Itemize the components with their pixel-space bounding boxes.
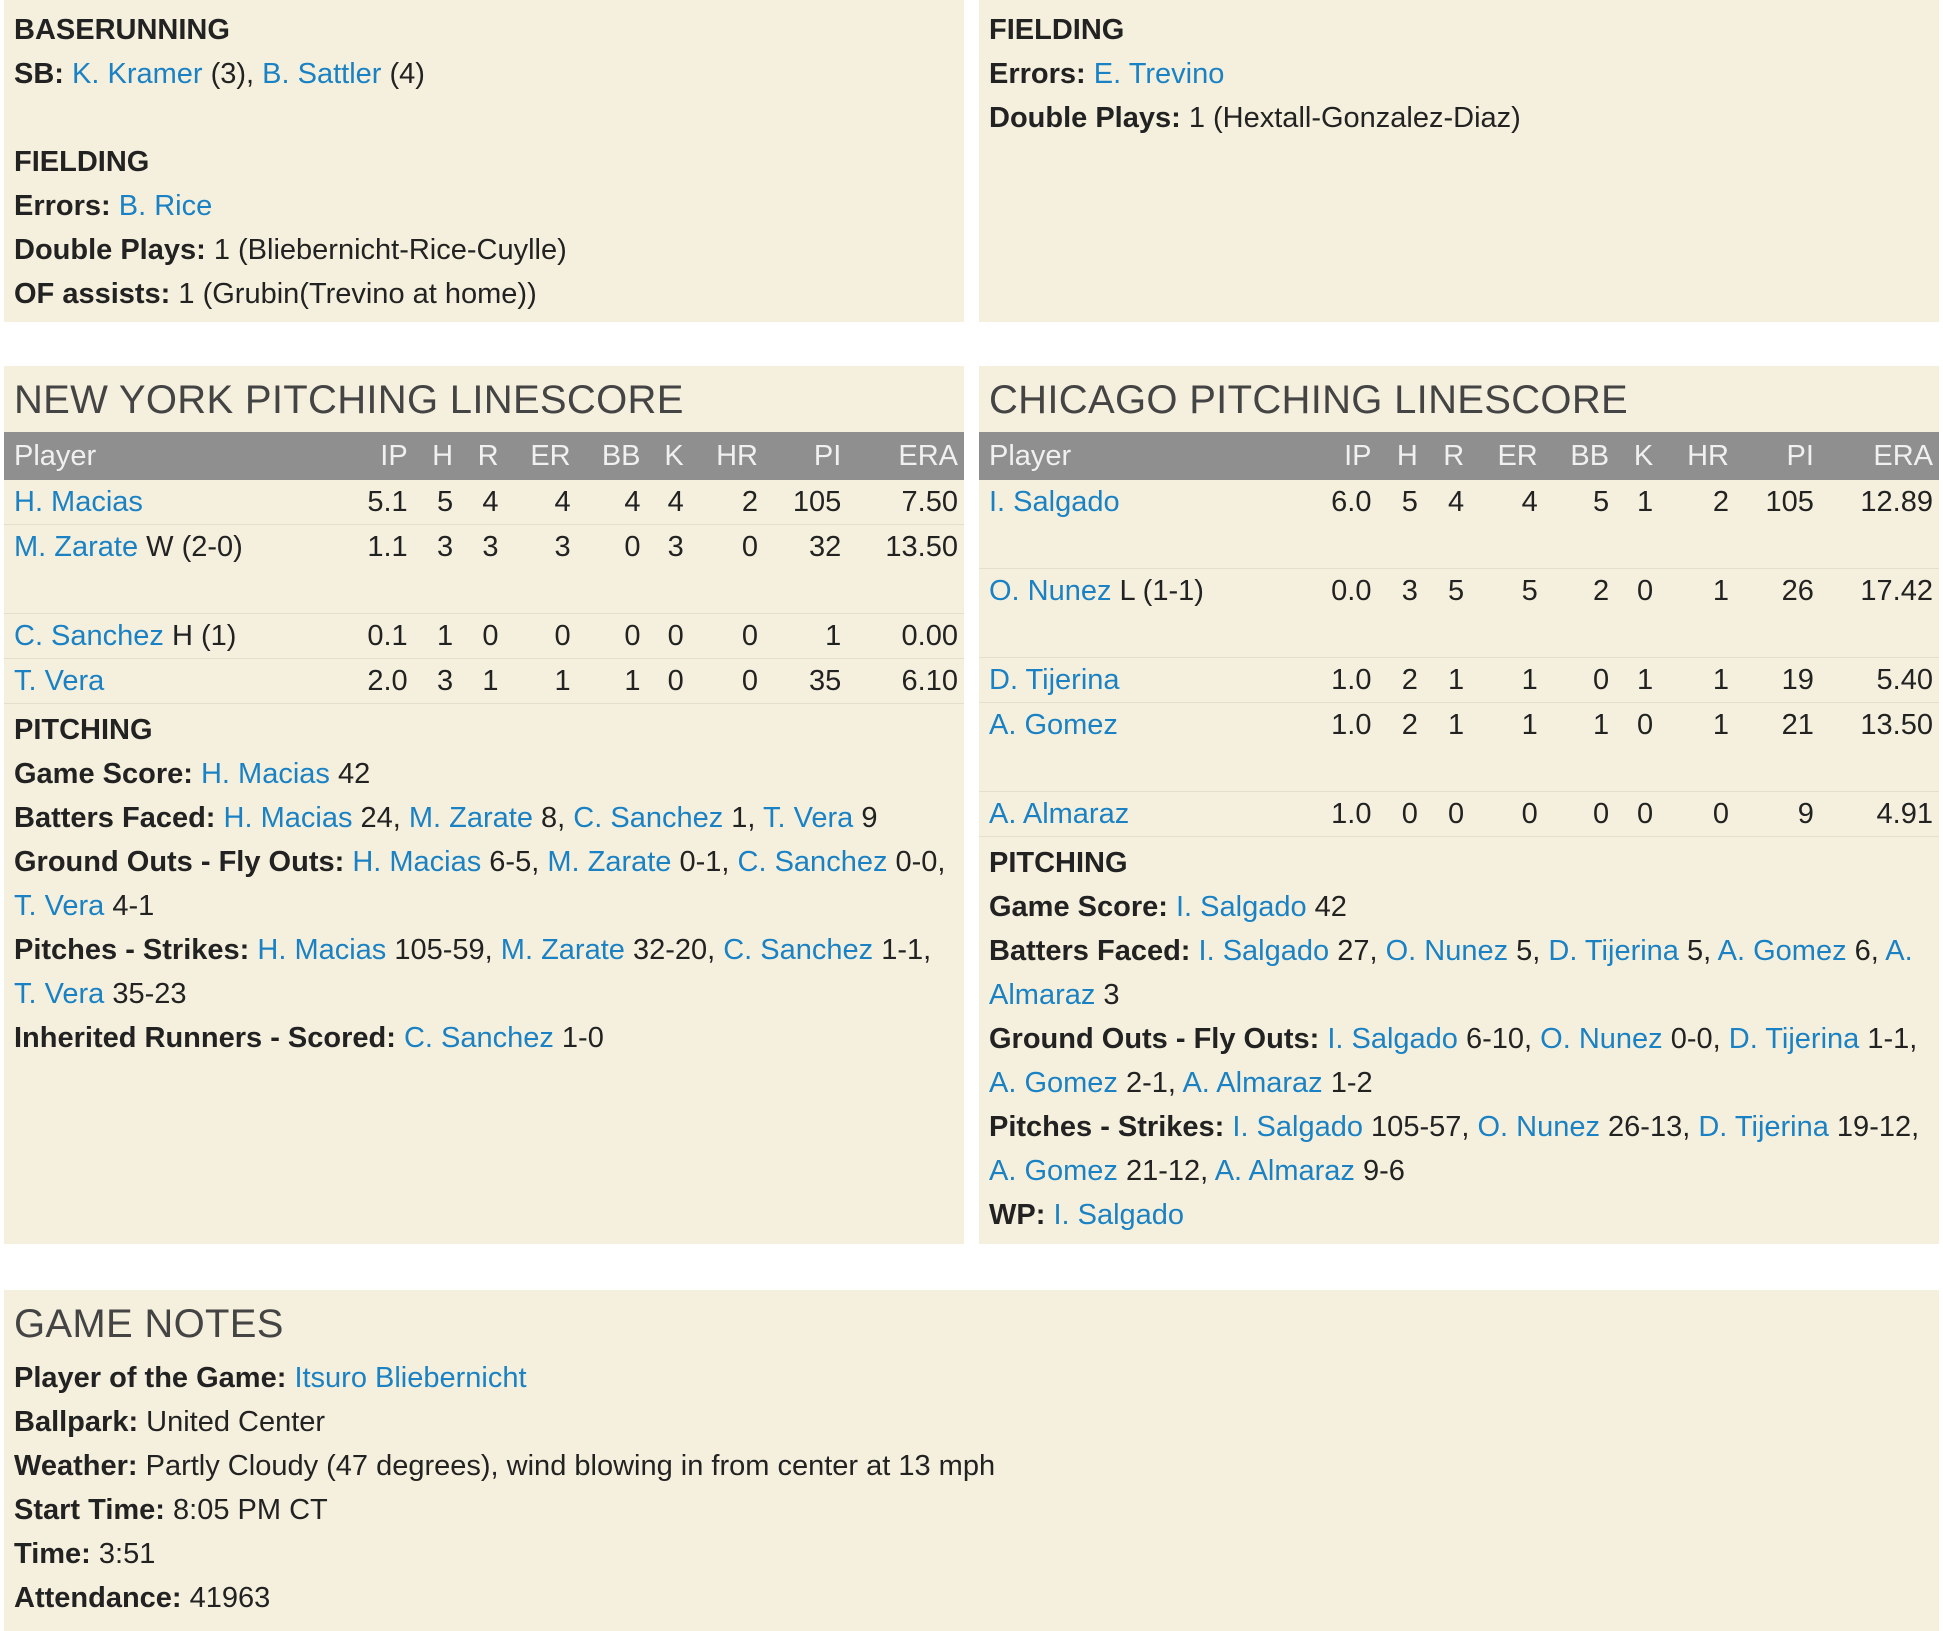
inherited-runners-value: 1-0: [553, 1022, 604, 1054]
stat-cell-pi: 19: [1735, 658, 1820, 703]
start-time-line: [14, 1488, 1929, 1532]
batters-faced-line: [989, 929, 1929, 1017]
ny-pitching-table: [4, 432, 964, 704]
stat-cell-r: 1: [459, 659, 504, 704]
pitcher-row: [4, 525, 964, 614]
pitcher-decision: L (1-1): [1111, 575, 1204, 607]
pitcher-row: [979, 658, 1939, 703]
stat-cell-bb: 5: [1544, 480, 1615, 569]
stat-cell-bb: 1: [577, 659, 647, 704]
column-header-player[interactable]: Player: [4, 432, 342, 480]
column-header-r[interactable]: R: [1424, 432, 1470, 480]
ny-pitching-title: NEW YORK PITCHING LINESCORE: [14, 378, 684, 422]
stat-cell-ip: 0.0: [1304, 569, 1378, 658]
stat-cell-ip: 1.0: [1304, 658, 1378, 703]
pitcher-stat-value: 1,: [723, 802, 763, 834]
stat-cell-bb: 0: [1544, 658, 1615, 703]
sb-label: SB:: [14, 58, 64, 90]
stat-cell-k: 0: [647, 614, 690, 659]
pitcher-stat-value: 1-1,: [1859, 1023, 1918, 1055]
stat-cell-k: 4: [647, 480, 690, 525]
stat-cell-k: 1: [1615, 658, 1659, 703]
ground-fly-outs-label: Ground Outs - Fly Outs:: [989, 1023, 1320, 1055]
stat-cell-ip: 1.0: [1304, 792, 1378, 837]
stat-cell-ip: 1.1: [342, 525, 414, 614]
sb-player-link[interactable]: B. Sattler: [262, 58, 382, 90]
pitcher-name-link[interactable]: A. Almaraz: [989, 935, 1913, 1011]
stat-cell-era: 6.10: [847, 659, 964, 704]
stat-cell-er: 5: [1470, 569, 1544, 658]
pitcher-name-link[interactable]: D. Tijerina: [1698, 1111, 1829, 1143]
stat-cell-bb: 1: [1544, 703, 1615, 792]
pitcher-stat-value: 0-0,: [1662, 1023, 1729, 1055]
stat-cell-h: 2: [1377, 658, 1423, 703]
pitcher-name-link[interactable]: H. Macias: [352, 846, 482, 878]
pitcher-name-link[interactable]: H. Macias: [257, 934, 387, 966]
pitcher-name-link[interactable]: A. Almaraz: [1182, 1067, 1323, 1099]
pitcher-cell: [4, 614, 342, 659]
double-plays-line: [14, 228, 954, 272]
weather-line: [14, 1444, 1929, 1488]
sb-count: (4): [381, 58, 425, 90]
of-value: 1 (Grubin(Trevino at home)): [170, 278, 537, 310]
fielding-panel-right: [979, 0, 1939, 322]
pitcher-name-link[interactable]: M. Zarate: [500, 934, 625, 966]
game-score-player-link[interactable]: H. Macias: [200, 758, 330, 790]
baserunning-fielding-panel-left: [4, 0, 964, 322]
pitcher-name-link[interactable]: A. Almaraz: [989, 798, 1130, 830]
pitcher-cell: [4, 525, 342, 614]
attendance-label: Attendance:: [14, 1582, 182, 1614]
column-header-k[interactable]: K: [1615, 432, 1659, 480]
pitcher-stat-value: 26-13,: [1599, 1111, 1699, 1143]
column-header-k[interactable]: K: [647, 432, 690, 480]
stat-cell-pi: 32: [764, 525, 847, 614]
game-score-label: Game Score:: [14, 758, 193, 790]
game-score-line: [14, 752, 954, 796]
errors-label: Errors:: [989, 58, 1086, 90]
stat-cell-er: 1: [1470, 658, 1544, 703]
baserunning-title: BASERUNNING: [14, 14, 230, 46]
game-score-player-link[interactable]: I. Salgado: [1175, 891, 1307, 923]
pitcher-name-link[interactable]: C. Sanchez: [573, 802, 724, 834]
pitcher-stat-value: 2-1,: [1117, 1067, 1183, 1099]
stat-cell-k: 0: [647, 659, 690, 704]
stat-cell-r: 0: [459, 614, 504, 659]
stat-cell-r: 4: [1424, 480, 1470, 569]
pitcher-name-link[interactable]: C. Sanchez: [737, 846, 888, 878]
start-time-label: Start Time:: [14, 1494, 165, 1526]
pitcher-name-link[interactable]: T. Vera: [14, 665, 105, 697]
errors-player-link[interactable]: E. Trevino: [1093, 58, 1225, 90]
pitcher-row: [4, 614, 964, 659]
stat-cell-pi: 35: [764, 659, 847, 704]
table-header-row: [4, 432, 964, 480]
pitcher-cell: [979, 480, 1304, 569]
stat-cell-pi: 26: [1735, 569, 1820, 658]
stat-cell-hr: 2: [1659, 480, 1735, 569]
pitcher-row: [4, 659, 964, 704]
pitcher-stat-value: 9: [853, 802, 878, 834]
batters-faced-label: Batters Faced:: [14, 802, 216, 834]
stat-cell-bb: 0: [1544, 792, 1615, 837]
pitcher-name-link[interactable]: I. Salgado: [1232, 1111, 1363, 1143]
pitching-title: PITCHING: [14, 714, 153, 746]
stat-cell-pi: 1: [764, 614, 847, 659]
column-header-er[interactable]: ER: [1470, 432, 1544, 480]
batters-faced-line: [14, 796, 954, 840]
errors-line: [989, 52, 1929, 96]
stat-cell-h: 2: [1377, 703, 1423, 792]
pitcher-name-link[interactable]: A. Gomez: [989, 709, 1118, 741]
stat-cell-er: 3: [505, 525, 577, 614]
chi-pitching-panel: [979, 366, 1939, 1244]
pitcher-row: [979, 569, 1939, 658]
pitcher-stat-value: 5,: [1678, 935, 1718, 967]
stat-cell-pi: 21: [1735, 703, 1820, 792]
stat-cell-hr: 1: [1659, 569, 1735, 658]
pitcher-name-link[interactable]: A. Gomez: [989, 1067, 1118, 1099]
pitcher-row: [979, 792, 1939, 837]
column-header-era[interactable]: ERA: [1820, 432, 1939, 480]
stat-cell-era: 13.50: [1820, 703, 1939, 792]
game-time-label: Time:: [14, 1538, 91, 1570]
pitcher-stat-value: 0-1,: [671, 846, 738, 878]
pitcher-stat-value: 5,: [1508, 935, 1549, 967]
pitcher-stat-value: 9-6: [1354, 1155, 1405, 1187]
column-header-h[interactable]: H: [1377, 432, 1423, 480]
pitcher-stat-value: 105-57,: [1363, 1111, 1478, 1143]
potg-label: Player of the Game:: [14, 1362, 287, 1394]
stat-cell-hr: 0: [690, 525, 764, 614]
stat-cell-h: 3: [414, 525, 459, 614]
column-header-pi[interactable]: PI: [1735, 432, 1820, 480]
pitcher-name-link[interactable]: O. Nunez: [989, 575, 1112, 607]
batters-faced-label: Batters Faced:: [989, 935, 1191, 967]
stat-cell-h: 5: [1377, 480, 1423, 569]
weather-value: Partly Cloudy (47 degrees), wind blowing in from center at 13 mph: [137, 1450, 996, 1482]
ballpark-label: Ballpark:: [14, 1406, 139, 1438]
stat-cell-k: 0: [1615, 703, 1659, 792]
column-header-ip[interactable]: IP: [342, 432, 414, 480]
game-time-line: [14, 1532, 1929, 1576]
stat-cell-era: 4.91: [1820, 792, 1939, 837]
pitcher-name-link[interactable]: H. Macias: [223, 802, 353, 834]
stat-cell-ip: 1.0: [1304, 703, 1378, 792]
pitcher-name-link[interactable]: M. Zarate: [408, 802, 533, 834]
pitcher-name-link[interactable]: T. Vera: [763, 802, 854, 834]
pitcher-stat-value: 19-12,: [1828, 1111, 1920, 1143]
pitcher-name-link[interactable]: T. Vera: [14, 890, 105, 922]
stat-cell-bb: 2: [1544, 569, 1615, 658]
stat-cell-pi: 105: [764, 480, 847, 525]
pitcher-name-link[interactable]: I. Salgado: [1198, 935, 1330, 967]
column-header-h[interactable]: H: [414, 432, 459, 480]
stat-cell-bb: 4: [577, 480, 647, 525]
pitcher-stat-value: 8,: [532, 802, 574, 834]
start-time-value: 8:05 PM CT: [164, 1494, 328, 1526]
stat-cell-era: 0.00: [847, 614, 964, 659]
column-header-era[interactable]: ERA: [847, 432, 964, 480]
pitches-strikes-label: Pitches - Strikes:: [989, 1111, 1225, 1143]
stat-cell-er: 0: [1470, 792, 1544, 837]
pitcher-cell: [4, 659, 342, 704]
stat-cell-pi: 105: [1735, 480, 1820, 569]
pitcher-stat-value: 0-0,: [887, 846, 946, 878]
wild-pitch-line: [989, 1193, 1929, 1237]
stat-cell-ip: 5.1: [342, 480, 414, 525]
stat-cell-k: 0: [1615, 792, 1659, 837]
stat-cell-h: 5: [414, 480, 459, 525]
stat-cell-pi: 9: [1735, 792, 1820, 837]
fielding-title: FIELDING: [989, 14, 1125, 46]
pitcher-stat-value: 21-12,: [1117, 1155, 1215, 1187]
stat-cell-era: 7.50: [847, 480, 964, 525]
dp-value: 1 (Hextall-Gonzalez-Diaz): [1180, 102, 1521, 134]
stat-cell-ip: 2.0: [342, 659, 414, 704]
pitcher-row: [4, 480, 964, 525]
stat-cell-bb: 0: [577, 525, 647, 614]
game-score-value: 42: [329, 758, 371, 790]
stat-cell-bb: 0: [577, 614, 647, 659]
pitcher-name-link[interactable]: H. Macias: [14, 486, 143, 518]
stat-cell-r: 0: [1424, 792, 1470, 837]
pitcher-stat-value: 6-10,: [1457, 1023, 1541, 1055]
pitcher-name-link[interactable]: O. Nunez: [1540, 1023, 1663, 1055]
dp-label: Double Plays:: [989, 102, 1181, 134]
pitcher-decision: H (1): [163, 620, 237, 652]
column-header-r[interactable]: R: [459, 432, 504, 480]
column-header-ip[interactable]: IP: [1304, 432, 1378, 480]
pitches-strikes-line: [14, 928, 954, 1016]
pitcher-stat-value: 3: [1095, 979, 1120, 1011]
stat-cell-er: 1: [505, 659, 577, 704]
pitcher-stat-value: 27,: [1329, 935, 1386, 967]
stat-cell-r: 4: [459, 480, 504, 525]
wp-player-link[interactable]: I. Salgado: [1053, 1199, 1185, 1231]
pitcher-stat-value: 35-23: [104, 978, 187, 1010]
column-header-hr[interactable]: HR: [1659, 432, 1735, 480]
pitcher-name-link[interactable]: I. Salgado: [1327, 1023, 1458, 1055]
table-header-row: [979, 432, 1939, 480]
game-notes-title: GAME NOTES: [14, 1302, 284, 1346]
stat-cell-era: 5.40: [1820, 658, 1939, 703]
pitcher-name-link[interactable]: M. Zarate: [547, 846, 672, 878]
pitcher-name-link[interactable]: T. Vera: [14, 978, 105, 1010]
stat-cell-k: 3: [647, 525, 690, 614]
game-score-label: Game Score:: [989, 891, 1168, 923]
inherited-runners-line: [14, 1016, 954, 1060]
pitcher-name-link[interactable]: A. Almaraz: [1214, 1155, 1355, 1187]
fielding-title: FIELDING: [14, 146, 150, 178]
column-header-hr[interactable]: HR: [690, 432, 764, 480]
pitcher-stat-value: 1-1,: [873, 934, 932, 966]
double-plays-line: [989, 96, 1929, 140]
column-header-er[interactable]: ER: [505, 432, 577, 480]
chi-pitching-table: [979, 432, 1939, 837]
pitcher-name-link[interactable]: M. Zarate: [14, 531, 139, 563]
stat-cell-k: 0: [1615, 569, 1659, 658]
inherited-runners-player-link[interactable]: C. Sanchez: [403, 1022, 554, 1054]
pitcher-name-link[interactable]: D. Tijerina: [1728, 1023, 1860, 1055]
game-time-value: 3:51: [90, 1538, 156, 1570]
pitcher-cell: [979, 658, 1304, 703]
pitcher-stat-value: 6-5,: [481, 846, 548, 878]
pitcher-row: [979, 480, 1939, 569]
pitcher-name-link[interactable]: I. Salgado: [989, 486, 1120, 518]
pitcher-cell: [979, 703, 1304, 792]
pitcher-stat-value: 32-20,: [624, 934, 724, 966]
errors-line: [14, 184, 954, 228]
stat-cell-h: 0: [1377, 792, 1423, 837]
column-header-bb[interactable]: BB: [577, 432, 647, 480]
pitcher-cell: [979, 569, 1304, 658]
chi-pitching-title: CHICAGO PITCHING LINESCORE: [989, 378, 1628, 422]
stat-cell-hr: 1: [1659, 703, 1735, 792]
dp-label: Double Plays:: [14, 234, 206, 266]
of-assists-line: [14, 272, 954, 316]
stat-cell-ip: 0.1: [342, 614, 414, 659]
stat-cell-h: 3: [1377, 569, 1423, 658]
stat-cell-hr: 2: [690, 480, 764, 525]
column-header-bb[interactable]: BB: [1544, 432, 1615, 480]
of-label: OF assists:: [14, 278, 171, 310]
ground-fly-outs-line: [14, 840, 954, 928]
pitcher-stat-value: 24,: [352, 802, 409, 834]
game-score-line: [989, 885, 1929, 929]
attendance-value: 41963: [181, 1582, 271, 1614]
stolen-bases-line: [14, 52, 954, 96]
dp-value: 1 (Bliebernicht-Rice-Cuylle): [205, 234, 567, 266]
pitcher-name-link[interactable]: D. Tijerina: [1548, 935, 1679, 967]
pitcher-name-link[interactable]: A. Gomez: [989, 1155, 1118, 1187]
pitcher-name-link[interactable]: D. Tijerina: [989, 664, 1120, 696]
player-of-game-line: [14, 1356, 1929, 1400]
ny-pitching-panel: [4, 366, 964, 1244]
sb-count: (3),: [202, 58, 263, 90]
stat-cell-r: 1: [1424, 703, 1470, 792]
errors-player-link[interactable]: B. Rice: [118, 190, 213, 222]
pitcher-stat-value: 4-1: [104, 890, 155, 922]
pitcher-name-link[interactable]: O. Nunez: [1477, 1111, 1600, 1143]
game-notes-panel: [4, 1290, 1939, 1631]
ground-fly-outs-label: Ground Outs - Fly Outs:: [14, 846, 345, 878]
stat-cell-era: 13.50: [847, 525, 964, 614]
ballpark-line: [14, 1400, 1929, 1444]
pitches-strikes-line: [989, 1105, 1929, 1193]
sb-player-link[interactable]: K. Kramer: [72, 58, 203, 90]
ground-fly-outs-line: [989, 1017, 1929, 1105]
potg-player-link[interactable]: Itsuro Bliebernicht: [294, 1362, 527, 1394]
pitcher-name-link[interactable]: O. Nunez: [1385, 935, 1509, 967]
pitcher-cell: [979, 792, 1304, 837]
pitcher-row: [979, 703, 1939, 792]
stat-cell-era: 17.42: [1820, 569, 1939, 658]
game-score-value: 42: [1306, 891, 1347, 923]
pitcher-name-link[interactable]: A. Gomez: [1717, 935, 1847, 967]
pitcher-stat-value: 105-59,: [386, 934, 501, 966]
stat-cell-h: 3: [414, 659, 459, 704]
stat-cell-hr: 0: [690, 614, 764, 659]
ballpark-value: United Center: [138, 1406, 326, 1438]
stat-cell-era: 12.89: [1820, 480, 1939, 569]
pitcher-cell: [4, 480, 342, 525]
column-header-player[interactable]: Player: [979, 432, 1304, 480]
stat-cell-k: 1: [1615, 480, 1659, 569]
stat-cell-r: 5: [1424, 569, 1470, 658]
stat-cell-er: 0: [505, 614, 577, 659]
stat-cell-ip: 6.0: [1304, 480, 1378, 569]
wp-label: WP:: [989, 1199, 1046, 1231]
pitcher-name-link[interactable]: C. Sanchez: [14, 620, 164, 652]
weather-label: Weather:: [14, 1450, 138, 1482]
stat-cell-r: 3: [459, 525, 504, 614]
errors-label: Errors:: [14, 190, 111, 222]
pitcher-stat-value: 6,: [1846, 935, 1886, 967]
stat-cell-er: 1: [1470, 703, 1544, 792]
stat-cell-er: 4: [505, 480, 577, 525]
pitching-title: PITCHING: [989, 847, 1128, 879]
stat-cell-hr: 0: [690, 659, 764, 704]
pitcher-name-link[interactable]: C. Sanchez: [723, 934, 874, 966]
attendance-line: [14, 1576, 1929, 1620]
pitches-strikes-label: Pitches - Strikes:: [14, 934, 250, 966]
inherited-runners-label: Inherited Runners - Scored:: [14, 1022, 396, 1054]
stat-cell-h: 1: [414, 614, 459, 659]
stat-cell-hr: 1: [1659, 658, 1735, 703]
stat-cell-er: 4: [1470, 480, 1544, 569]
stat-cell-r: 1: [1424, 658, 1470, 703]
pitcher-decision: W (2-0): [138, 531, 243, 563]
column-header-pi[interactable]: PI: [764, 432, 847, 480]
stat-cell-hr: 0: [1659, 792, 1735, 837]
pitcher-stat-value: 1-2: [1322, 1067, 1373, 1099]
